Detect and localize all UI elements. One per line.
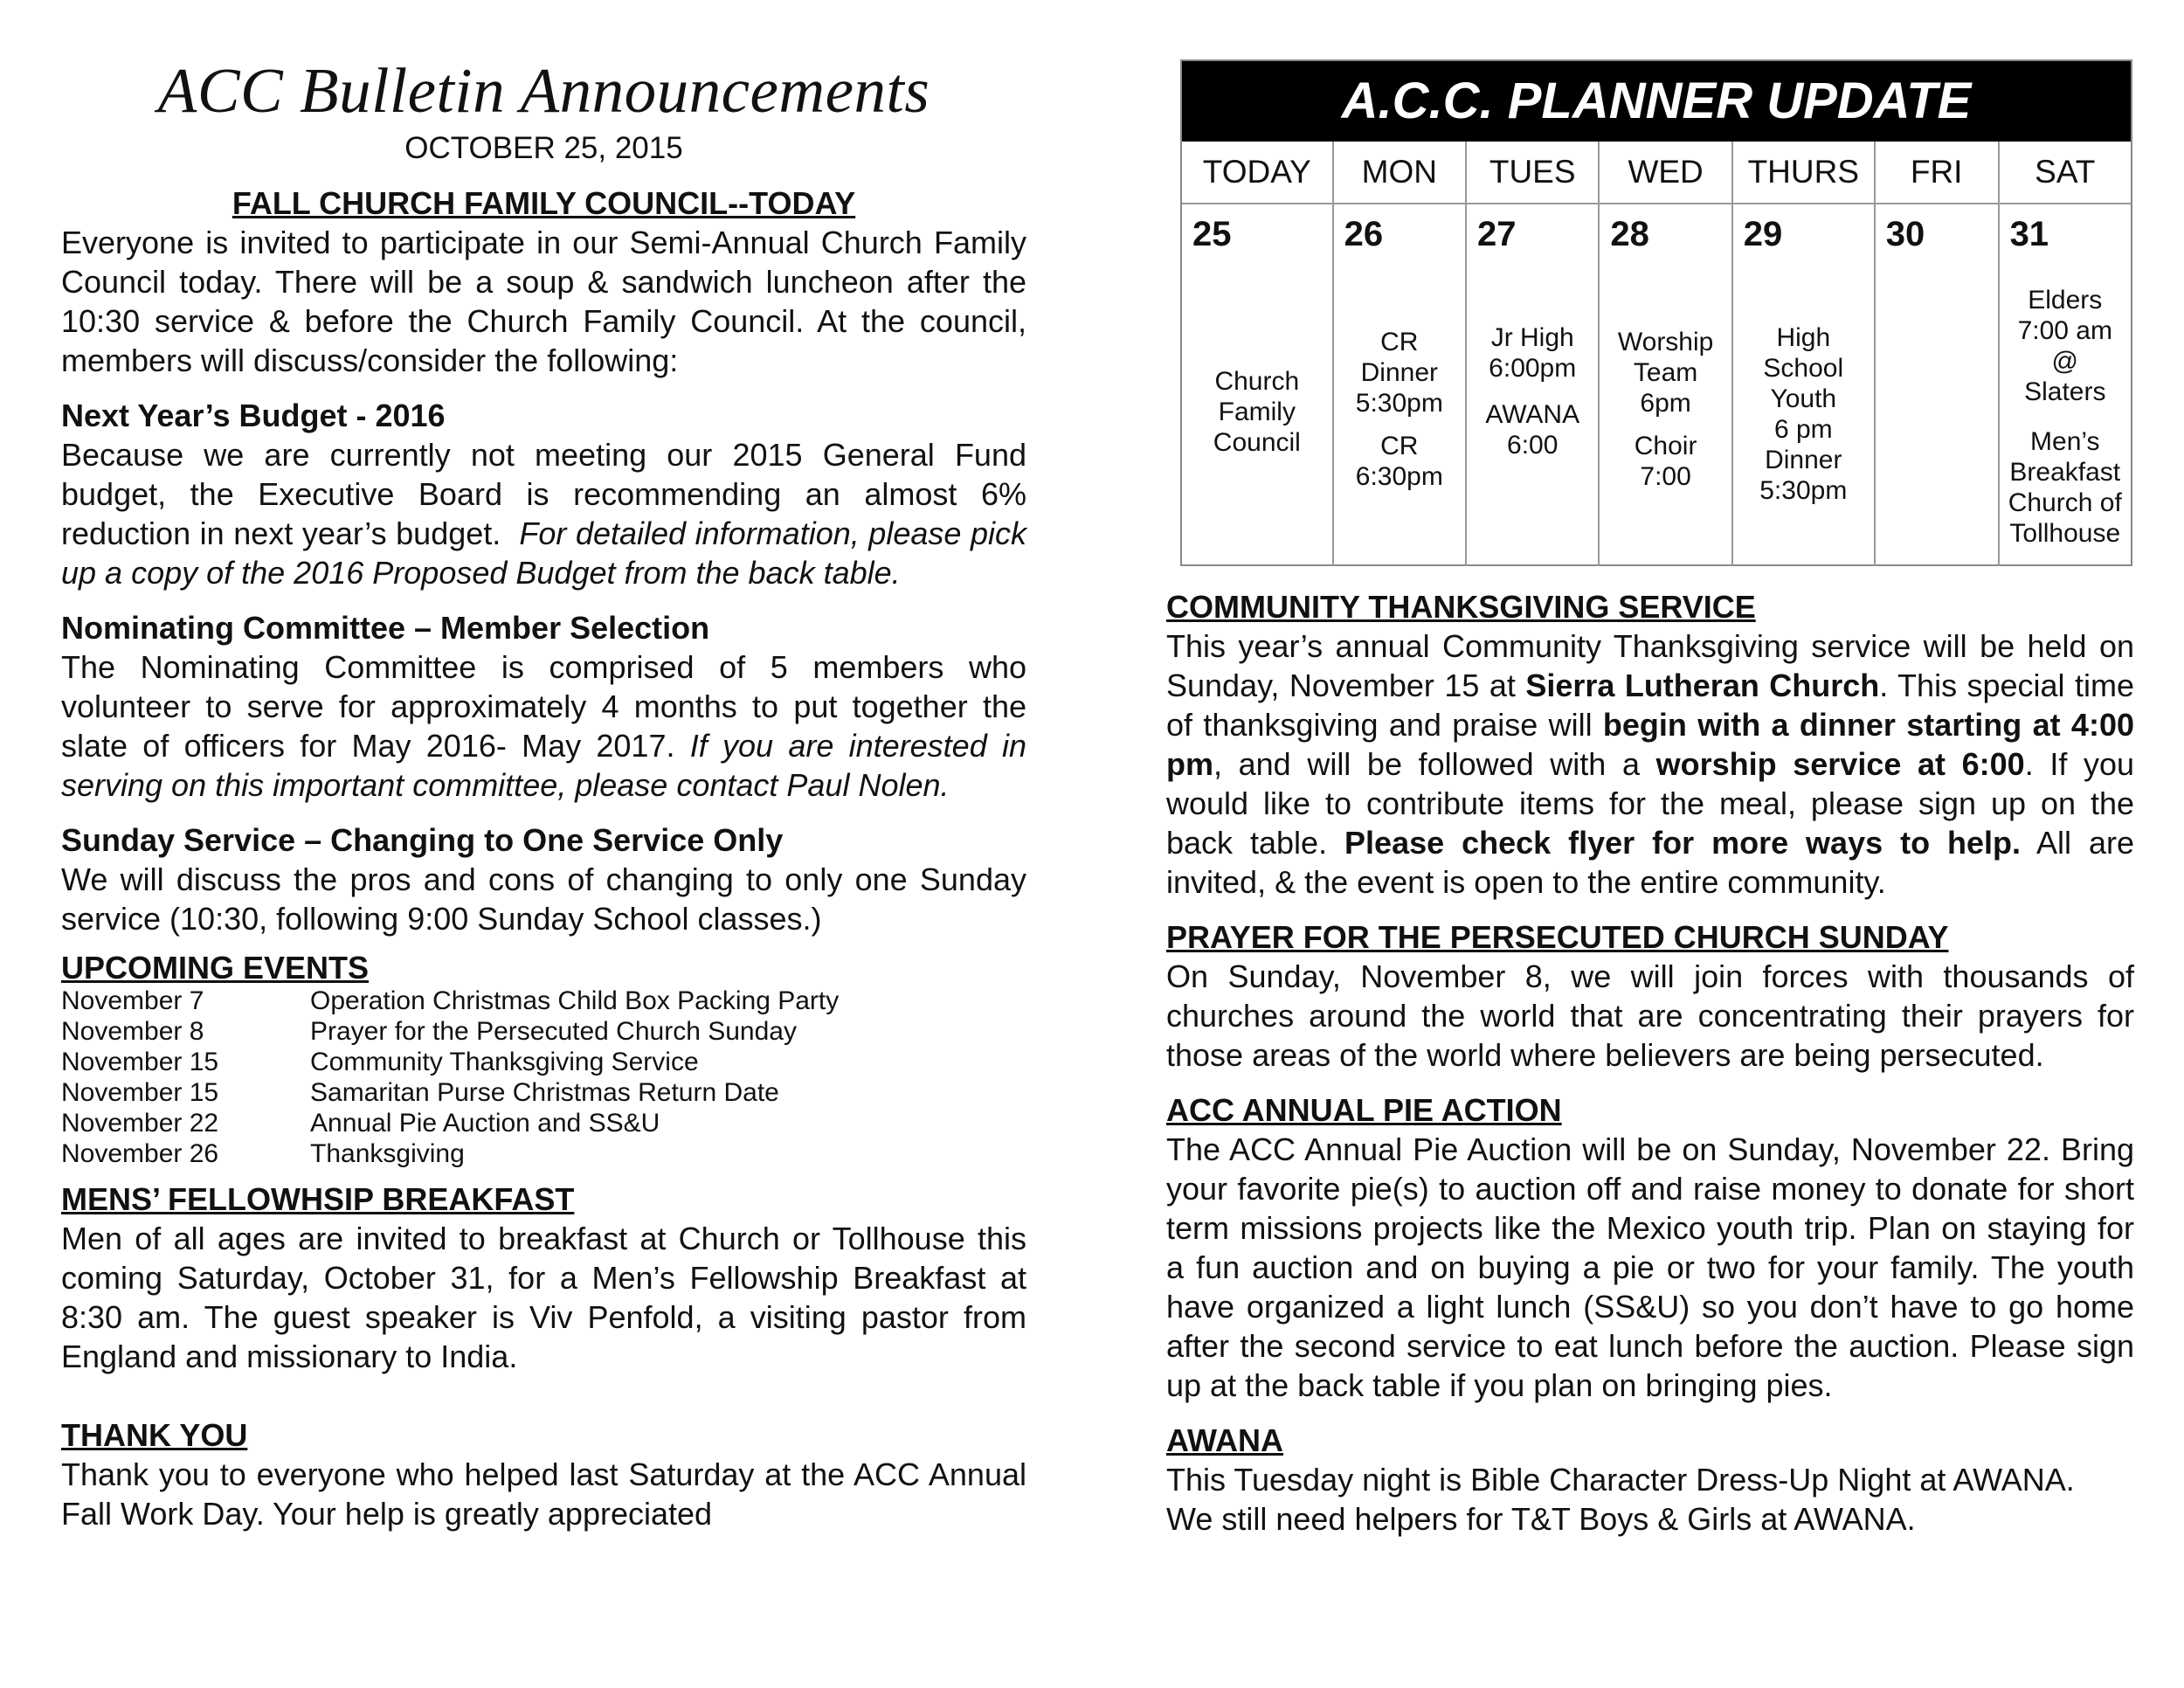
day-cell (1875, 204, 1999, 566)
sunday-heading: Sunday Service – Changing to One Service Only (61, 822, 784, 859)
list-item (61, 1077, 1026, 1108)
cell-events (1334, 327, 1465, 492)
cell-event: Church Family Council (1213, 367, 1301, 457)
nominating-section (61, 608, 1026, 805)
thanksgiving-heading: COMMUNITY THANKSGIVING SERVICE (1166, 589, 1756, 625)
thanksgiving-section (1166, 587, 2134, 902)
list-item (61, 1016, 1026, 1047)
upcoming-heading: UPCOMING EVENTS (61, 950, 370, 986)
thanksgiving-bold-flyer: Please check flyer for more ways to help. (1344, 825, 2022, 861)
list-item (61, 1047, 1026, 1077)
council-section (61, 183, 1026, 380)
thanks-body: Thank you to everyone who helped last Saturday at the ACC Annual Fall Work Day. Your help is greatly appreciated (61, 1456, 1026, 1532)
thanks-section (61, 1415, 1026, 1533)
event-name: Thanksgiving (310, 1139, 465, 1169)
day-cell (1466, 204, 1599, 566)
list-item (61, 1108, 1026, 1138)
budget-heading: Next Year’s Budget - 2016 (61, 398, 446, 434)
budget-body (61, 435, 1026, 592)
planner-table (1182, 142, 2131, 566)
event-name: Prayer for the Persecuted Church Sunday (310, 1017, 797, 1047)
list-item (61, 1138, 1026, 1169)
budget-text: Because we are currently not meeting our 2015 General Fund budget, the Executive Board is recommending an almost 6% reduction in next year’s budget. (61, 437, 1026, 552)
nominating-italic-text: If you are interested in serving on this important committee, please contact Paul Nolen. (61, 728, 1026, 804)
nominating-body (61, 647, 1026, 805)
planner-title: A.C.C. PLANNER UPDATE (1182, 61, 2131, 142)
mens-heading: MENS’ FELLOWHSIP BREAKFAST (61, 1181, 575, 1218)
day-header: WED (1599, 142, 1731, 204)
day-header: FRI (1875, 142, 1999, 204)
day-header: TODAY (1182, 142, 1333, 204)
planner-calendar (1180, 59, 2132, 566)
thanksgiving-text: All are invited, & the event is open to the entire community. (1166, 825, 2134, 900)
event-name: Annual Pie Auction and SS&U (310, 1109, 660, 1138)
event-name: Samaritan Purse Christmas Return Date (310, 1078, 779, 1108)
awana-section (1166, 1421, 2134, 1539)
awana-heading: AWANA (1166, 1422, 1283, 1458)
cell-events (2000, 285, 2131, 549)
bulletin-date: OCTOBER 25, 2015 (404, 131, 683, 166)
thanksgiving-bold-location: Sierra Lutheran Church (1525, 668, 1880, 703)
cell-events (1467, 322, 1598, 460)
prayer-heading: PRAYER FOR THE PERSECUTED CHURCH SUNDAY (1166, 919, 1949, 955)
sunday-body: We will discuss the pros and cons of changing to only one Sunday service (10:30, following 9:00 Sunday School classes.) (61, 861, 1026, 937)
thanksgiving-text: . If you would like to contribute items for the meal, please sign up on the back table. (1166, 746, 2134, 861)
event-name: Community Thanksgiving Service (310, 1048, 699, 1077)
budget-italic-text: For detailed information, please pick up a copy of the 2016 Proposed Budget from the back table. (61, 515, 1026, 591)
event-date: November 7 (61, 986, 204, 1016)
cell-event: Elders 7:00 am @ Slaters (2017, 286, 2112, 406)
bulletin-title: ACC Bulletin Announcements (157, 55, 930, 126)
event-date: November 15 (61, 1048, 219, 1077)
cell-events (1733, 322, 1874, 506)
day-number: 31 (2009, 215, 2049, 253)
day-cell (1333, 204, 1466, 566)
mens-section (61, 1180, 1026, 1376)
thanksgiving-text: This year’s annual Community Thanksgiving service will be held on Sunday, November 15 at (1166, 628, 2134, 703)
cell-events (1600, 327, 1731, 492)
thanksgiving-bold-dinner: begin with a dinner starting at 4:00 pm (1166, 707, 2134, 782)
cell-event: High School Youth 6 pm Dinner 5:30pm (1759, 323, 1848, 505)
sunday-section (61, 820, 1026, 938)
prayer-section (1166, 917, 2134, 1075)
council-heading: FALL CHURCH FAMILY COUNCIL--TODAY (232, 185, 856, 222)
thanks-heading: THANK YOU (61, 1417, 248, 1454)
day-number: 29 (1743, 215, 1783, 253)
day-number: 28 (1610, 215, 1649, 253)
pie-heading: ACC ANNUAL PIE ACTION (1166, 1092, 1562, 1128)
cell-event: Jr High 6:00pm (1489, 323, 1577, 383)
nominating-text: The Nominating Committee is comprised of 5 members who volunteer to serve for approximately 4 months to put together the slate of officers for May 2016- May 2017. (61, 649, 1026, 764)
cell-event: CR Dinner 5:30pm (1355, 328, 1443, 418)
upcoming-section (61, 951, 1026, 1169)
planner-days-row (1182, 204, 2131, 566)
event-date: November 8 (61, 1017, 204, 1047)
thanksgiving-text: . This special time of thanksgiving and praise will (1166, 668, 2135, 743)
event-name: Operation Christmas Child Box Packing Party (310, 986, 840, 1016)
thanksgiving-bold-service: worship service at 6:00 (1655, 746, 2025, 782)
cell-event: CR 6:30pm (1355, 432, 1443, 491)
day-cell (1732, 204, 1875, 566)
prayer-body: On Sunday, November 8, we will join forces with thousands of churches around the world that are concentrating their prayers for those areas of the world where believers are being persecuted. (1166, 958, 2134, 1073)
awana-line-1: This Tuesday night is Bible Character Dress-Up Night at AWANA. (1166, 1462, 2075, 1498)
pie-section (1166, 1090, 2134, 1405)
thanksgiving-text: , and will be followed with a (1213, 746, 1656, 782)
thanksgiving-body (1166, 626, 2134, 902)
day-number: 26 (1344, 215, 1384, 253)
nominating-heading: Nominating Committee – Member Selection (61, 610, 710, 647)
event-date: November 15 (61, 1078, 219, 1108)
pie-body: The ACC Annual Pie Auction will be on Sunday, November 22. Bring your favorite pie(s) to auction off and raise money to donate for short term missions projects like the Mexico youth trip. Plan on staying for a fun auction and on buying a pie or two for your family. The youth have organized a light lunch (SS&U) so you don’t have to go home after the second service to eat lunch before the auction. Please sign up at the back table if you plan on bringing pies. (1166, 1131, 2134, 1403)
day-number: 25 (1192, 215, 1232, 253)
day-cell (1999, 204, 2131, 566)
cell-event: Worship Team 6pm (1617, 328, 1714, 418)
cell-event: Choir 7:00 (1634, 432, 1697, 491)
budget-section (61, 396, 1026, 592)
council-body: Everyone is invited to participate in our Semi-Annual Church Family Council today. There will be a soup & sandwich luncheon after the 10:30 service & before the Church Family Council. At the council, members will discuss/consider the following: (61, 225, 1026, 379)
event-date: November 22 (61, 1109, 219, 1138)
cell-events (1182, 366, 1332, 458)
event-date: November 26 (61, 1139, 219, 1169)
day-header: TUES (1466, 142, 1599, 204)
planner-header-row (1182, 142, 2131, 204)
list-item (61, 986, 1026, 1016)
events-list (61, 986, 1026, 1169)
day-number: 27 (1477, 215, 1517, 253)
left-column (61, 0, 1026, 1533)
day-header: MON (1333, 142, 1466, 204)
day-cell (1599, 204, 1731, 566)
day-header: SAT (1999, 142, 2131, 204)
day-cell (1182, 204, 1333, 566)
mens-body: Men of all ages are invited to breakfast at Church or Tollhouse this coming Saturday, October 31, for a Men’s Fellowship Breakfast at 8:30 am. The guest speaker is Viv Penfold, a visiting pastor from England and missionary to India. (61, 1221, 1026, 1375)
cell-event: AWANA 6:00 (1485, 400, 1580, 460)
awana-line-2: We still need helpers for T&T Boys & Girls at AWANA. (1166, 1501, 1916, 1537)
cell-event: Men’s Breakfast Church of Tollhouse (2008, 427, 2122, 548)
right-column (1166, 587, 2134, 1539)
day-header: THURS (1732, 142, 1875, 204)
day-number: 30 (1885, 215, 1925, 253)
